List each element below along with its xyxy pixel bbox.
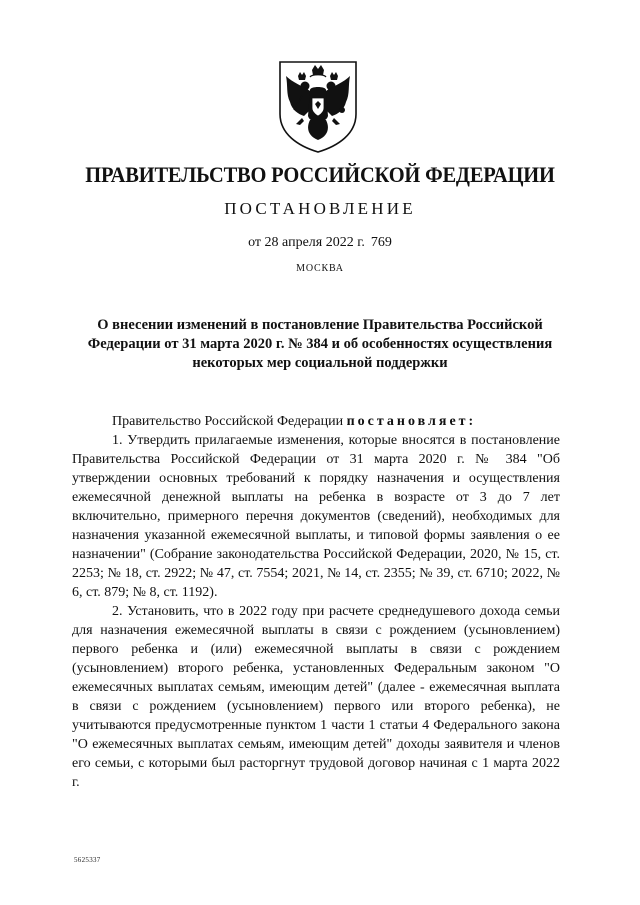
government-title: ПРАВИТЕЛЬСТВО РОССИЙСКОЙ ФЕДЕРАЦИИ <box>85 162 555 187</box>
coat-of-arms-icon <box>272 56 364 154</box>
document-number: 769 <box>370 235 392 250</box>
intro-prefix: Правительство Российской Федерации <box>112 414 347 429</box>
date-number-line <box>0 235 640 251</box>
city-name: МОСКВА <box>296 263 344 274</box>
intro-keyword: постановляет: <box>346 414 477 429</box>
paragraph-1: 1. Утвердить прилагаемые изменения, которые вносятся в постановление Правительства Российской Федерации от 31 марта 2020 г. № 384 "Об утверждении основных требований к порядку назначения и осуществления ежемесячной денежной выплаты на ребенка в возрасте от 3 до 7 лет включительно, примерного перечня документов (сведений), необходимых для назначения указанной ежемесячной выплаты, и типовой формы заявления о ее назначении" (Собрание законодательства Российской Федерации, 2020, № 15, ст. 2253; № 18, ст. 2922; № 47, ст. 7554; 2021, № 14, ст. 2355; № 39, ст. 6710; 2022, № 6, ст. 879; № 8, ст. 1192). <box>72 433 560 600</box>
document-body <box>72 412 560 792</box>
document-type: ПОСТАНОВЛЕНИЕ <box>224 199 416 218</box>
document-code: 5625337 <box>74 856 101 864</box>
paragraph-2: 2. Установить, что в 2022 году при расчете среднедушевого дохода семьи для назначения ежемесячной выплаты в связи с рождением (усыновлением) первого ребенка и (или) ежемесячной выплаты в связи с рождением (усыновлением) второго ребенка, установленных Федеральным законом "О ежемесячных выплатах семьям, имеющим детей" (далее - ежемесячная выплата в связи с рождением (усыновлением) первого или второго ребенка), не учитываются предусмотренные пунктом 1 части 1 статьи 4 Федерального закона "О ежемесячных выплатах семьям, имеющим детей" доходы заявителя и членов его семьи, с которыми был расторгнут трудовой договор начиная с 1 марта 2022 г. <box>72 604 560 790</box>
document-date: от 28 апреля 2022 г. <box>248 235 365 250</box>
intro-paragraph <box>72 412 560 431</box>
document-heading: О внесении изменений в постановление Правительства Российской Федерации от 31 марта 2020 г. № 384 и об особенностях осуществления некоторых мер социальной поддержки <box>87 317 553 371</box>
